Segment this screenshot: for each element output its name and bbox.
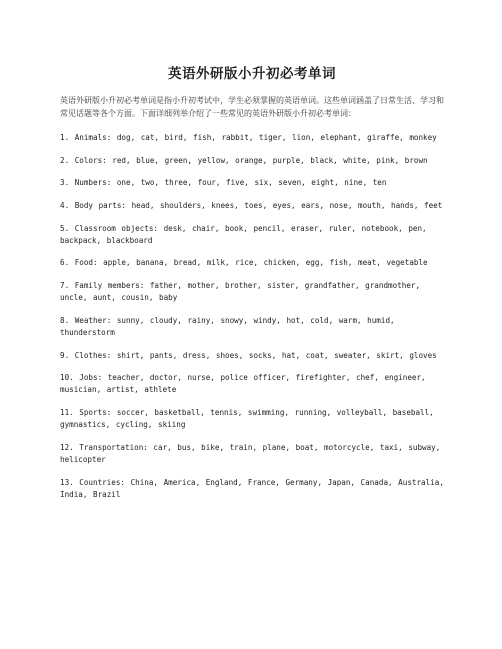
list-item: 6. Food: apple, banana, bread, milk, rice, chicken, egg, fish, meat, vegetable bbox=[60, 258, 428, 268]
list-item: 9. Clothes: shirt, pants, dress, shoes, socks, hat, coat, sweater, skirt, gloves bbox=[60, 350, 437, 360]
list-item: 2. Colors: red, blue, green, yellow, orange, purple, black, white, pink, brown bbox=[60, 155, 428, 165]
list-item: 1. Animals: dog, cat, bird, fish, rabbit, tiger, lion, elephant, giraffe, monkey bbox=[60, 133, 437, 143]
list-item: 8. Weather: sunny, cloudy, rainy, snowy, windy, hot, cold, warm, humid, thunderstorm bbox=[60, 315, 395, 337]
list-item: 5. Classroom objects: desk, chair, book, pencil, eraser, ruler, notebook, pen, backpack, blackboard bbox=[60, 223, 427, 245]
list-item: 11. Sports: soccer, basketball, tennis, swimming, running, volleyball, baseball, gymnastics, cycling, skiing bbox=[60, 407, 434, 430]
list-item: 10. Jobs: teacher, doctor, nurse, police officer, firefighter, chef, engineer, musician, artist, athlete bbox=[60, 373, 426, 395]
word-list bbox=[60, 132, 444, 501]
intro-paragraph: 英语外研版小升初必考单词是指小升初考试中，学生必须掌握的英语单词。这些单词涵盖了日常生活、学习和常见话题等各个方面。下面详细列举介绍了一些常见的英语外研版小升初必考单词： bbox=[60, 96, 444, 118]
list-item: 13. Countries: China, America, England, France, Germany, Japan, Canada, Australia, India, Brazil bbox=[60, 477, 444, 499]
list-item: 3. Numbers: one, two, three, four, five, six, seven, eight, nine, ten bbox=[60, 178, 387, 188]
list-item: 4. Body parts: head, shoulders, knees, toes, eyes, ears, nose, mouth, hands, feet bbox=[60, 200, 443, 210]
list-item: 12. Transportation: car, bus, bike, train, plane, boat, motorcycle, taxi, subway, helicopter bbox=[60, 442, 441, 464]
page-title: 英语外研版小升初必考单词 bbox=[168, 66, 336, 82]
list-item: 7. Family members: father, mother, brother, sister, grandfather, grandmother, uncle, aunt, cousin, baby bbox=[60, 280, 421, 303]
